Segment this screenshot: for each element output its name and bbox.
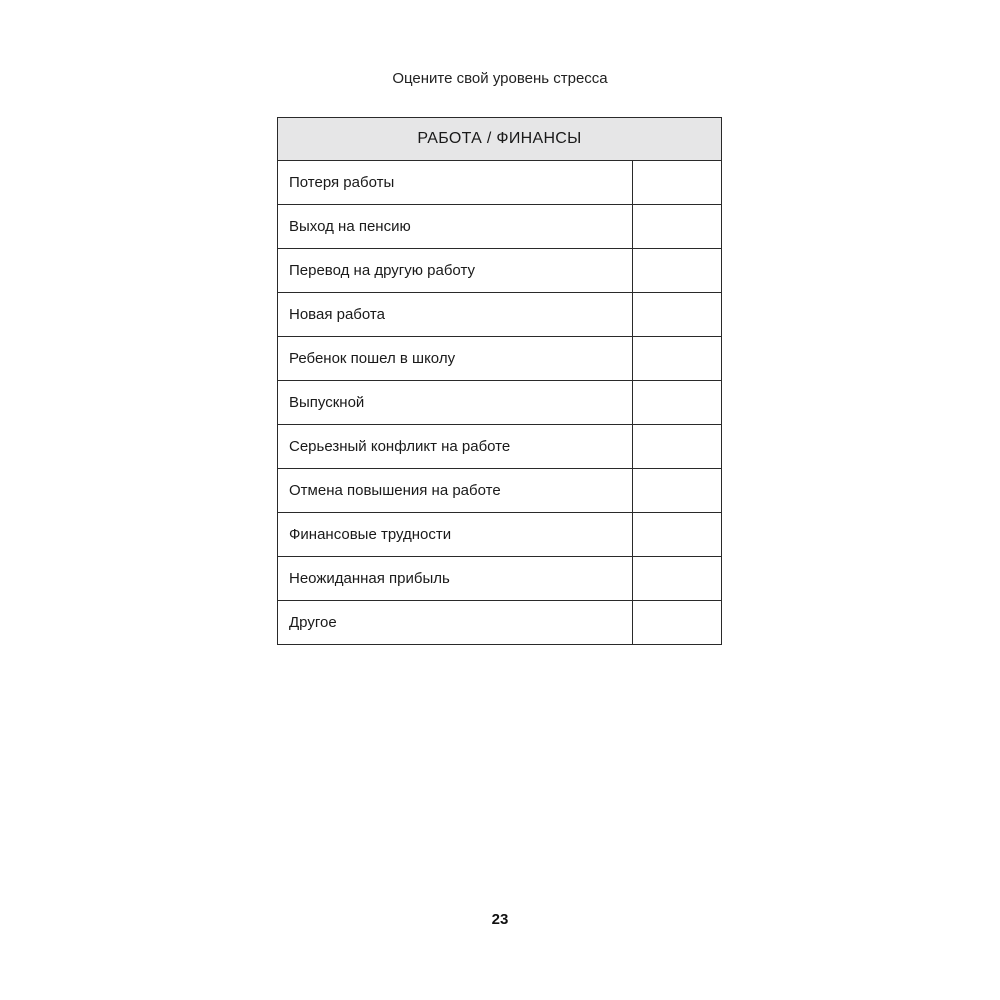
table-row	[278, 161, 722, 205]
stress-table	[277, 117, 722, 645]
row-label: Перевод на другую работу	[278, 249, 633, 293]
table-row	[278, 381, 722, 425]
score-cell[interactable]	[633, 161, 722, 205]
score-cell[interactable]	[633, 557, 722, 601]
table-row	[278, 337, 722, 381]
score-cell[interactable]	[633, 469, 722, 513]
page-heading: Оцените свой уровень стресса	[392, 70, 608, 87]
score-cell[interactable]	[633, 205, 722, 249]
table-row	[278, 513, 722, 557]
table-header-row	[278, 118, 722, 161]
row-label: Неожиданная прибыль	[278, 557, 633, 601]
row-label: Выход на пенсию	[278, 205, 633, 249]
table-row	[278, 425, 722, 469]
score-cell[interactable]	[633, 381, 722, 425]
row-label: Выпускной	[278, 381, 633, 425]
table-row	[278, 601, 722, 645]
row-label: Новая работа	[278, 293, 633, 337]
table-header: РАБОТА / ФИНАНСЫ	[278, 118, 722, 161]
row-label: Отмена повышения на работе	[278, 469, 633, 513]
row-label: Ребенок пошел в школу	[278, 337, 633, 381]
table-row	[278, 557, 722, 601]
score-cell[interactable]	[633, 337, 722, 381]
page-number: 23	[491, 911, 509, 928]
score-cell[interactable]	[633, 601, 722, 645]
row-label: Другое	[278, 601, 633, 645]
score-cell[interactable]	[633, 425, 722, 469]
table-row	[278, 205, 722, 249]
table-row	[278, 293, 722, 337]
table-row	[278, 249, 722, 293]
score-cell[interactable]	[633, 249, 722, 293]
row-label: Потеря работы	[278, 161, 633, 205]
score-cell[interactable]	[633, 293, 722, 337]
table-row	[278, 469, 722, 513]
row-label: Серьезный конфликт на работе	[278, 425, 633, 469]
score-cell[interactable]	[633, 513, 722, 557]
row-label: Финансовые трудности	[278, 513, 633, 557]
